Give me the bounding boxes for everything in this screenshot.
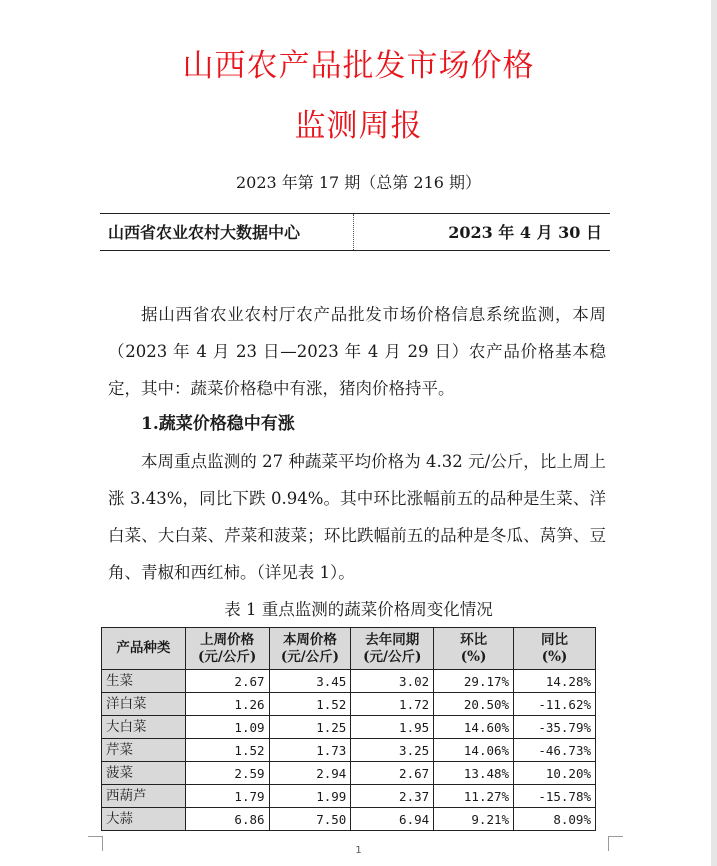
header-yoy-unit: (%) xyxy=(541,648,568,665)
report-title: 山西农产品批发市场价格 xyxy=(182,48,535,84)
cell-yoy: 8.09% xyxy=(514,808,596,831)
cell-this-week: 3.45 xyxy=(269,670,351,693)
organization-name: 山西省农业农村大数据中心 xyxy=(108,223,301,242)
cell-last-year: 3.02 xyxy=(351,670,434,693)
cell-product: 西葫芦 xyxy=(102,785,186,808)
cell-yoy: -15.78% xyxy=(514,785,596,808)
cell-last-year: 6.94 xyxy=(351,808,434,831)
cell-mom: 14.60% xyxy=(434,716,514,739)
intro-paragraph: 据山西省农业农村厅农产品批发市场价格信息系统监测，本周（2023 年 4 月 23 日—2023 年 4 月 29 日）农产品价格基本稳定，其中：蔬菜价格稳中有涨，猪肉价格持平。 xyxy=(108,305,606,398)
cell-this-week: 2.94 xyxy=(269,762,351,785)
cell-yoy: -11.62% xyxy=(514,693,596,716)
cell-last-week: 2.67 xyxy=(185,670,269,693)
cell-last-week: 1.79 xyxy=(185,785,269,808)
cell-last-week: 2.59 xyxy=(185,762,269,785)
table-header-row xyxy=(102,628,596,670)
header-bar xyxy=(100,213,610,251)
report-date: 2023 年 4 月 30 日 xyxy=(448,223,602,242)
cell-product: 生菜 xyxy=(102,670,186,693)
cell-last-week: 1.52 xyxy=(185,739,269,762)
cell-last-year: 3.25 xyxy=(351,739,434,762)
header-this-week-label: 本周价格 xyxy=(282,631,337,648)
cell-mom: 29.17% xyxy=(434,670,514,693)
header-this-week xyxy=(269,628,351,670)
section-heading-vegetables: 1.蔬菜价格稳中有涨 xyxy=(141,414,295,434)
cell-last-year: 2.67 xyxy=(351,762,434,785)
header-last-week-unit: (元/公斤) xyxy=(198,648,257,665)
header-yoy-label: 同比 xyxy=(541,631,569,648)
cell-this-week: 1.99 xyxy=(269,785,351,808)
table-row xyxy=(102,808,596,831)
cell-mom: 13.48% xyxy=(434,762,514,785)
header-mom xyxy=(434,628,514,670)
issue-number: 2023 年第 17 期（总第 216 期） xyxy=(235,173,482,192)
header-last-year-unit: (元/公斤) xyxy=(363,648,422,665)
cell-this-week: 1.25 xyxy=(269,716,351,739)
table-caption: 表 1 重点监测的蔬菜价格周变化情况 xyxy=(224,600,493,619)
report-subtitle: 监测周报 xyxy=(294,108,423,144)
header-last-year xyxy=(351,628,434,670)
table-row xyxy=(102,693,596,716)
cell-last-year: 2.37 xyxy=(351,785,434,808)
header-this-week-unit: (元/公斤) xyxy=(280,648,340,665)
cell-this-week: 1.52 xyxy=(269,693,351,716)
header-divider xyxy=(353,214,354,250)
table-row xyxy=(102,762,596,785)
cell-mom: 9.21% xyxy=(434,808,514,831)
cell-product: 菠菜 xyxy=(102,762,186,785)
cell-yoy: 14.28% xyxy=(514,670,596,693)
cell-last-week: 1.26 xyxy=(185,693,269,716)
table-row xyxy=(102,739,596,762)
cell-this-week: 1.73 xyxy=(269,739,351,762)
cell-yoy: 10.20% xyxy=(514,762,596,785)
header-product-label: 产品种类 xyxy=(116,640,171,656)
cell-mom: 11.27% xyxy=(434,785,514,808)
cell-mom: 14.06% xyxy=(434,739,514,762)
table-row xyxy=(102,670,596,693)
header-mom-label: 环比 xyxy=(460,631,488,648)
cell-product: 大蒜 xyxy=(102,808,186,831)
cell-last-week: 1.09 xyxy=(185,716,269,739)
header-last-year-label: 去年同期 xyxy=(365,631,420,648)
cell-yoy: -46.73% xyxy=(514,739,596,762)
cell-mom: 20.50% xyxy=(434,693,514,716)
cell-yoy: -35.79% xyxy=(514,716,596,739)
cell-last-year: 1.72 xyxy=(351,693,434,716)
cell-product: 洋白菜 xyxy=(102,693,186,716)
table-row xyxy=(102,785,596,808)
header-mom-unit: (%) xyxy=(460,648,487,665)
header-last-week xyxy=(185,628,269,670)
cell-product: 芹菜 xyxy=(102,739,186,762)
cell-this-week: 7.50 xyxy=(269,808,351,831)
vegetable-paragraph: 本周重点监测的 27 种蔬菜平均价格为 4.32 元/公斤，比上周上涨 3.43%，同比下跌 0.94%。其中环比涨幅前五的品种是生菜、洋白菜、大白菜、芹菜和菠菜；环比跌幅前五的品种是冬瓜、莴笋、豆角、青椒和西红柿。（详见表 1）。 xyxy=(108,452,606,582)
table-row xyxy=(102,716,596,739)
cell-last-year: 1.95 xyxy=(351,716,434,739)
page-number: 1 xyxy=(355,845,362,856)
cell-last-week: 6.86 xyxy=(185,808,269,831)
header-last-week-label: 上周价格 xyxy=(200,631,255,648)
header-yoy xyxy=(514,628,596,670)
cell-product: 大白菜 xyxy=(102,716,186,739)
header-product xyxy=(102,628,186,670)
vegetable-price-table xyxy=(101,627,596,831)
